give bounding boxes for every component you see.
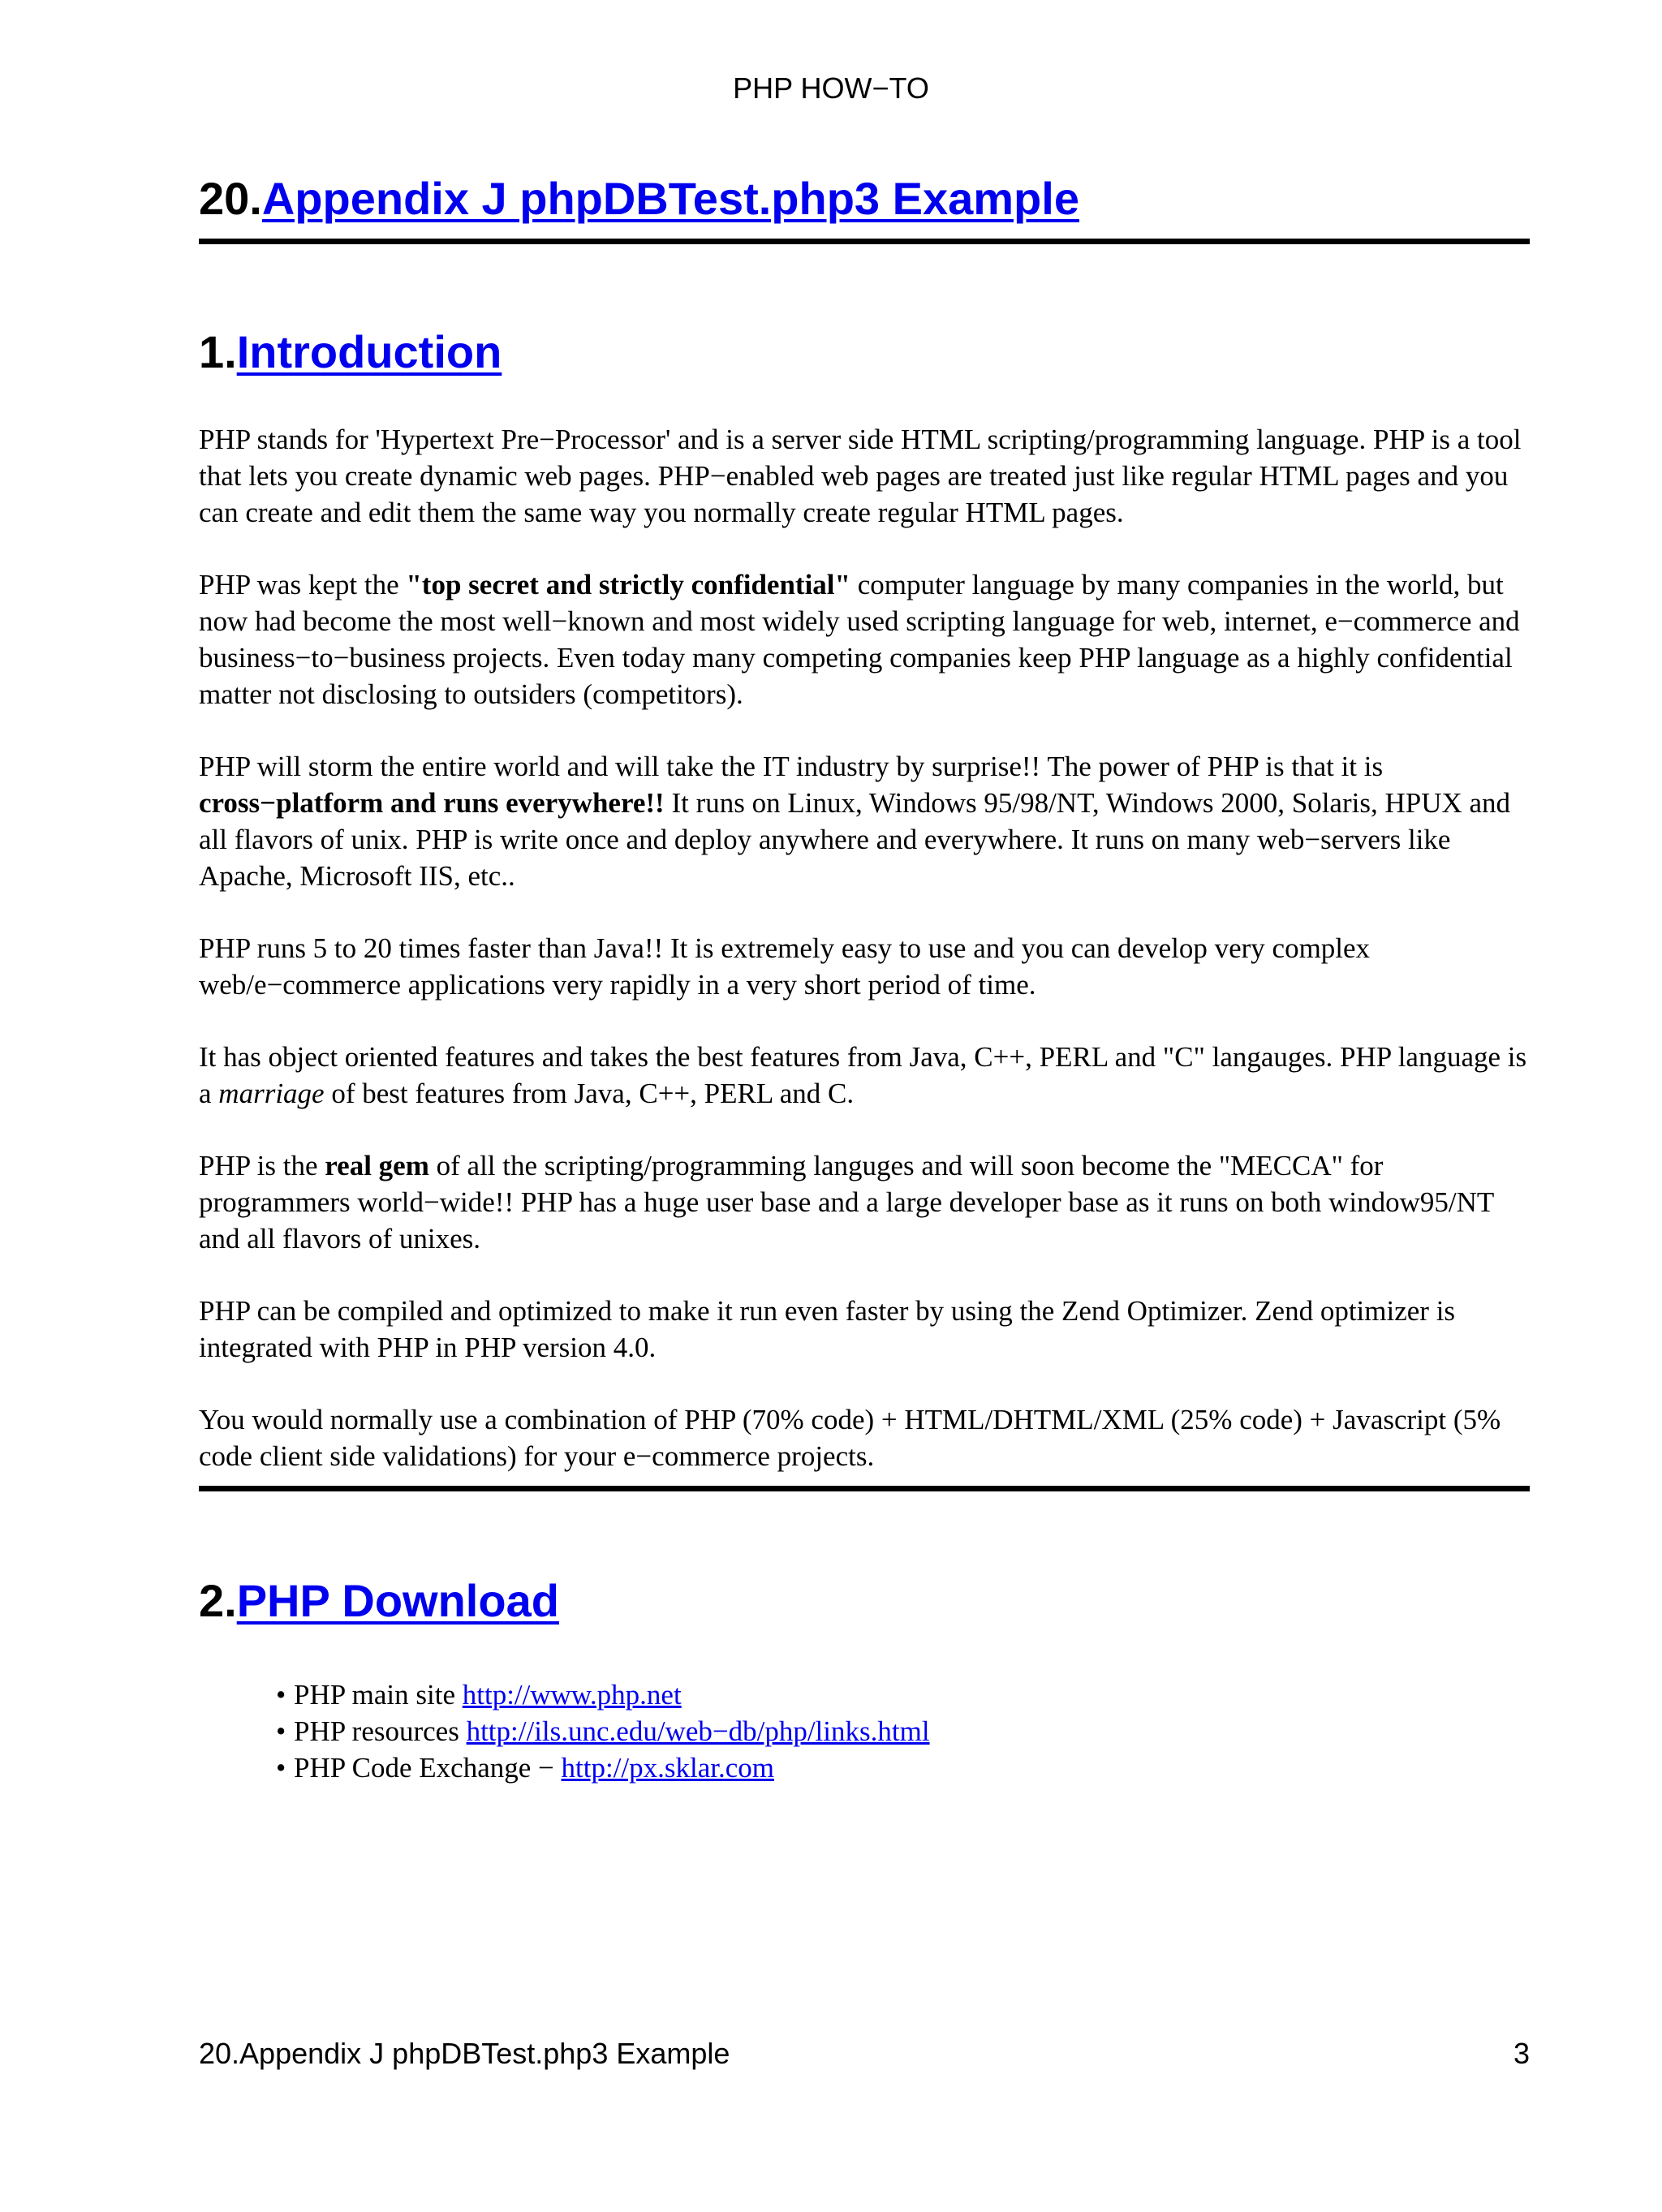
bullet: • xyxy=(276,1752,286,1784)
intro-paragraph-3 xyxy=(199,748,1530,894)
page-number: 3 xyxy=(1513,2037,1530,2070)
text-run: PHP was kept the xyxy=(199,569,407,600)
text-run: of all the scripting/programming languges and will soon become the "MECCA" for programmers world−wide!! PHP has a huge user base and a large developer base as it runs on both window95/NT and all flavors of unixes. xyxy=(199,1150,1494,1254)
section-rule xyxy=(199,1486,1530,1491)
intro-heading xyxy=(199,316,1530,389)
intro-paragraph-1: PHP stands for 'Hypertext Pre−Processor' and is a server side HTML scripting/programming language. PHP is a tool that lets you create dynamic web pages. PHP−enabled web pages are treated just like regular HTML pages and you can create and edit them the same way you normally create regular HTML pages. xyxy=(199,424,1522,528)
intro-paragraph-4: PHP runs 5 to 20 times faster than Java!! It is extremely easy to use and you can develop very complex web/e−commerce applications very rapidly in a very short period of time. xyxy=(199,932,1371,1001)
list-item xyxy=(276,1676,1530,1713)
list-item xyxy=(276,1713,1530,1749)
text-run: It has object oriented features and takes the best features from Java, C++, PERL and "C" langauges. PHP language is a xyxy=(199,1041,1527,1109)
intro-paragraph-5 xyxy=(199,1039,1530,1112)
php-code-exchange-link[interactable]: http://px.sklar.com xyxy=(561,1752,774,1784)
intro-title-link[interactable]: Introduction xyxy=(236,326,502,377)
intro-number: 1. xyxy=(199,326,237,377)
intro-paragraph-2 xyxy=(199,566,1530,712)
footer-title: 20.Appendix J phpDBTest.php3 Example xyxy=(199,2037,730,2070)
bullet: • xyxy=(276,1715,286,1747)
bullet: • xyxy=(276,1679,286,1711)
download-title-link[interactable]: PHP Download xyxy=(236,1575,559,1626)
list-item xyxy=(276,1749,1530,1786)
text-run: computer language by many companies in the world, but now had become the most well−known and most widely used scripting language for web, internet, e−commerce and business−to−business projects. Even today many competing companies keep PHP language as a highly confidential matter not disclosing to outsiders (competitors). xyxy=(199,569,1520,710)
appendix-title-link[interactable]: Appendix J phpDBTest.php3 Example xyxy=(261,173,1079,224)
bold-text: cross−platform and runs everywhere!! xyxy=(199,787,665,819)
page-content xyxy=(199,162,1530,1786)
php-main-site-link[interactable]: http://www.php.net xyxy=(462,1679,682,1711)
php-resources-link[interactable]: http://ils.unc.edu/web−db/php/links.html xyxy=(466,1715,930,1747)
text-run: PHP is the xyxy=(199,1150,325,1181)
intro-paragraph-8: You would normally use a combination of PHP (70% code) + HTML/DHTML/XML (25% code) + Javascript (5% code client side validations) for your e−commerce projects. xyxy=(199,1404,1501,1472)
running-header: PHP HOW−TO xyxy=(733,71,929,105)
italic-text: marriage xyxy=(218,1078,325,1109)
link-label: PHP resources xyxy=(294,1715,467,1747)
bold-text: "top secret and strictly confidential" xyxy=(406,569,850,600)
bold-text: real gem xyxy=(325,1150,429,1181)
page-footer xyxy=(199,2037,1530,2071)
download-heading xyxy=(199,1564,1530,1637)
text-run: of best features from Java, C++, PERL and C. xyxy=(324,1078,855,1109)
download-number: 2. xyxy=(199,1575,237,1626)
intro-body xyxy=(199,421,1530,1474)
heading-rule xyxy=(199,239,1530,244)
link-label: PHP main site xyxy=(294,1679,463,1711)
intro-paragraph-7: PHP can be compiled and optimized to make it run even faster by using the Zend Optimizer. Zend optimizer is integrated with PHP in PHP version 4.0. xyxy=(199,1295,1456,1363)
appendix-number: 20. xyxy=(199,173,262,224)
link-label: PHP Code Exchange − xyxy=(294,1752,562,1784)
text-run: It runs on Linux, Windows 95/98/NT, Windows 2000, Solaris, HPUX and all flavors of unix. PHP is write once and deploy anywhere and everywhere. It runs on many web−servers like Apache, Microsoft IIS, etc.. xyxy=(199,787,1511,892)
download-links-list xyxy=(199,1676,1530,1786)
intro-paragraph-6 xyxy=(199,1147,1530,1257)
text-run: PHP will storm the entire world and will take the IT industry by surprise!! The power of PHP is that it is xyxy=(199,751,1384,782)
appendix-heading xyxy=(199,162,1530,235)
